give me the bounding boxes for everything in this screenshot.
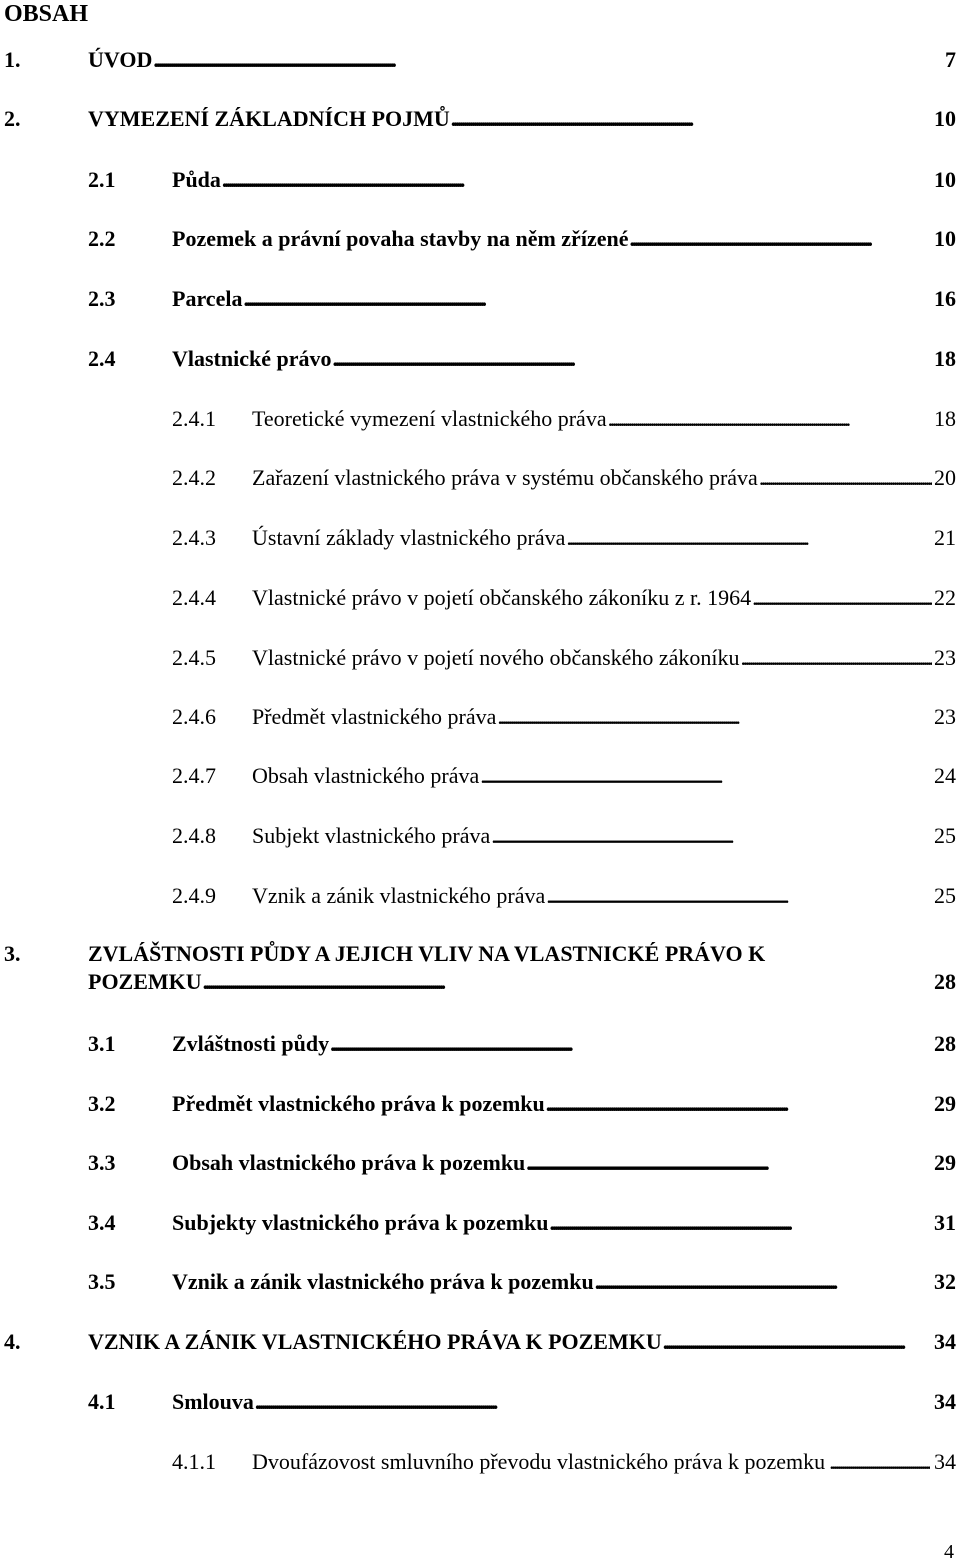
toc-entry-number: 3.4 xyxy=(88,1210,116,1235)
toc-dot-leader xyxy=(491,822,932,850)
toc-entry-title: Vlastnické právo v pojetí občanského zákoníku z r. 1964 xyxy=(252,585,752,610)
toc-entry-2-4-2[interactable] xyxy=(172,464,956,492)
toc-entry-title: Zvláštnosti půdy xyxy=(172,1031,330,1056)
toc-entry-page: 31 xyxy=(934,1210,956,1235)
toc-entry-page: 10 xyxy=(934,106,956,131)
toc-dot-leader xyxy=(595,1268,932,1296)
page-number: 4 xyxy=(944,1541,954,1563)
toc-entry-page: 7 xyxy=(945,47,956,72)
toc-entry-number: 2.4.1 xyxy=(172,406,216,431)
toc-entry-number: 2.4.4 xyxy=(172,585,216,610)
toc-entry-title: ÚVOD xyxy=(88,47,153,72)
toc-entry-number: 2.4.6 xyxy=(172,704,216,729)
toc-dot-leader xyxy=(330,1030,932,1058)
toc-dot-leader xyxy=(629,225,932,253)
toc-dot-leader xyxy=(759,464,932,492)
toc-entry-title: Subjekty vlastnického práva k pozemku xyxy=(172,1210,549,1235)
toc-entry-page: 22 xyxy=(934,585,956,610)
toc-entry-2-1[interactable] xyxy=(88,166,956,194)
toc-heading: OBSAH xyxy=(4,1,89,27)
toc-dot-leader xyxy=(546,882,932,910)
toc-entry-number: 3.2 xyxy=(88,1091,116,1116)
toc-entry-page: 28 xyxy=(934,969,956,994)
toc-entry-page: 23 xyxy=(934,704,956,729)
toc-dot-leader xyxy=(608,405,932,433)
toc-dot-leader xyxy=(153,46,943,74)
toc-entry-number: 4. xyxy=(4,1329,21,1354)
toc-entry-page: 29 xyxy=(934,1091,956,1116)
toc-entry-2-4-1[interactable] xyxy=(172,405,956,433)
toc-entry-number: 4.1 xyxy=(88,1389,116,1414)
toc-entry-page: 24 xyxy=(934,763,956,788)
toc-entry-title: Smlouva xyxy=(172,1389,254,1414)
toc-entry-number: 3.1 xyxy=(88,1031,116,1056)
toc-entry-3-5[interactable] xyxy=(88,1268,956,1296)
toc-dot-leader xyxy=(255,1388,932,1416)
toc-dot-leader xyxy=(203,968,932,996)
toc-dot-leader xyxy=(663,1328,932,1356)
toc-entry-title: Teoretické vymezení vlastnického práva xyxy=(252,406,607,431)
toc-entry-title: Obsah vlastnického práva xyxy=(252,763,480,788)
toc-entry-3-1[interactable] xyxy=(88,1030,956,1058)
toc-entry-title: Vlastnické právo xyxy=(172,346,332,371)
toc-entry-3-3[interactable] xyxy=(88,1149,956,1177)
toc-entry-title: Pozemek a právní povaha stavby na něm zřízené xyxy=(172,226,629,251)
toc-entry-2-4-5[interactable] xyxy=(172,644,956,672)
toc-entry-page: 28 xyxy=(934,1031,956,1056)
toc-entry-line-2 xyxy=(4,968,956,996)
toc-entry-number: 2.3 xyxy=(88,286,116,311)
toc-entry-number: 3.3 xyxy=(88,1150,116,1175)
toc-entry-3-2[interactable] xyxy=(88,1090,956,1118)
toc-entry-page: 10 xyxy=(934,167,956,192)
toc-entry-number: 2.4 xyxy=(88,346,116,371)
toc-entry-4-1[interactable] xyxy=(88,1388,956,1416)
toc-entry-3[interactable] xyxy=(4,940,956,996)
toc-entry-title: Vznik a zánik vlastnického práva k pozemku xyxy=(172,1269,594,1294)
toc-entry-page: 29 xyxy=(934,1150,956,1175)
toc-dot-leader xyxy=(451,105,932,133)
toc-entry-3-4[interactable] xyxy=(88,1209,956,1237)
toc-entry-number: 1. xyxy=(4,47,21,72)
toc-entry-number: 2.4.2 xyxy=(172,465,216,490)
toc-entry-title: Vznik a zánik vlastnického práva xyxy=(252,883,546,908)
toc-entry-title: VYMEZENÍ ZÁKLADNÍCH POJMŮ xyxy=(88,106,450,131)
toc-entry-title: Subjekt vlastnického práva xyxy=(252,823,491,848)
toc-entry-2-4-6[interactable] xyxy=(172,703,956,731)
toc-entry-title: Půda xyxy=(172,167,221,192)
toc-entry-page: 34 xyxy=(934,1329,956,1354)
toc-entry-title: Předmět vlastnického práva xyxy=(252,704,497,729)
toc-dot-leader xyxy=(829,1448,930,1476)
toc-dot-leader xyxy=(526,1149,932,1177)
toc-entry-number: 2.4.3 xyxy=(172,525,216,550)
toc-entry-2-3[interactable] xyxy=(88,285,956,313)
toc-dot-leader xyxy=(222,166,932,194)
toc-entry-page: 20 xyxy=(934,465,956,490)
toc-entry-number: 2.4.9 xyxy=(172,883,216,908)
toc-entry-page: 10 xyxy=(934,226,956,251)
toc-entry-title: Zařazení vlastnického práva v systému občanského práva xyxy=(252,465,758,490)
toc-entry-title: Obsah vlastnického práva k pozemku xyxy=(172,1150,526,1175)
toc-entry-2[interactable] xyxy=(4,105,956,133)
toc-entry-line-1 xyxy=(4,940,956,968)
toc-dot-leader xyxy=(480,762,932,790)
toc-entry-2-4-9[interactable] xyxy=(172,882,956,910)
toc-entry-title: VZNIK A ZÁNIK VLASTNICKÉHO PRÁVA K POZEMKU xyxy=(88,1329,662,1354)
toc-entry-page: 16 xyxy=(934,286,956,311)
toc-entry-page: 25 xyxy=(934,883,956,908)
toc-entry-number: 2.4.8 xyxy=(172,823,216,848)
toc-entry-number: 2.1 xyxy=(88,167,116,192)
toc-dot-leader xyxy=(243,285,932,313)
toc-entry-2-4-8[interactable] xyxy=(172,822,956,850)
toc-entry-number: 3. xyxy=(4,941,21,966)
toc-entry-number: 2. xyxy=(4,106,21,131)
toc-entry-page: 32 xyxy=(934,1269,956,1294)
toc-dot-leader xyxy=(752,584,932,612)
toc-dot-leader xyxy=(550,1209,932,1237)
toc-entry-number: 4.1.1 xyxy=(172,1449,216,1474)
toc-entry-title: Vlastnické právo v pojetí nového občanského zákoníku xyxy=(252,645,740,670)
toc-dot-leader xyxy=(566,524,932,552)
toc-entry-2-4-4[interactable] xyxy=(172,584,956,612)
toc-entry-4-1-1[interactable] xyxy=(172,1448,956,1476)
toc-entry-2-4-3[interactable] xyxy=(172,524,956,552)
toc-entry-title: Ústavní základy vlastnického práva xyxy=(252,525,566,550)
toc-entry-page: 34 xyxy=(934,1449,956,1474)
toc-entry-number: 2.4.7 xyxy=(172,763,216,788)
toc-entry-title: Předmět vlastnického práva k pozemku xyxy=(172,1091,545,1116)
toc-entry-2-4-7[interactable] xyxy=(172,762,956,790)
toc-entry-page: 25 xyxy=(934,823,956,848)
toc-entry-number: 2.4.5 xyxy=(172,645,216,670)
toc-entry-number: 3.5 xyxy=(88,1269,116,1294)
toc-dot-leader xyxy=(497,703,932,731)
toc-dot-leader xyxy=(741,644,932,672)
toc-entry-title: Dvoufázovost smluvního převodu vlastnického práva k pozemku xyxy=(252,1449,826,1474)
toc-entry-page: 23 xyxy=(934,645,956,670)
toc-entry-number: 2.2 xyxy=(88,226,116,251)
toc-entry-1[interactable] xyxy=(4,46,956,74)
toc-entry-title-continued: POZEMKU xyxy=(88,969,202,994)
toc-entry-title: ZVLÁŠTNOSTI PŮDY A JEJICH VLIV NA VLASTNICKÉ PRÁVO K xyxy=(88,941,766,966)
toc-entry-page: 18 xyxy=(934,406,956,431)
toc-entry-page: 21 xyxy=(934,525,956,550)
toc-entry-2-2[interactable] xyxy=(88,225,956,253)
toc-entry-4[interactable] xyxy=(4,1328,956,1356)
toc-entry-2-4[interactable] xyxy=(88,345,956,373)
toc-entry-title: Parcela xyxy=(172,286,243,311)
toc-dot-leader xyxy=(333,345,933,373)
toc-entry-page: 18 xyxy=(934,346,956,371)
toc-entry-page: 34 xyxy=(934,1389,956,1414)
toc-dot-leader xyxy=(546,1090,932,1118)
